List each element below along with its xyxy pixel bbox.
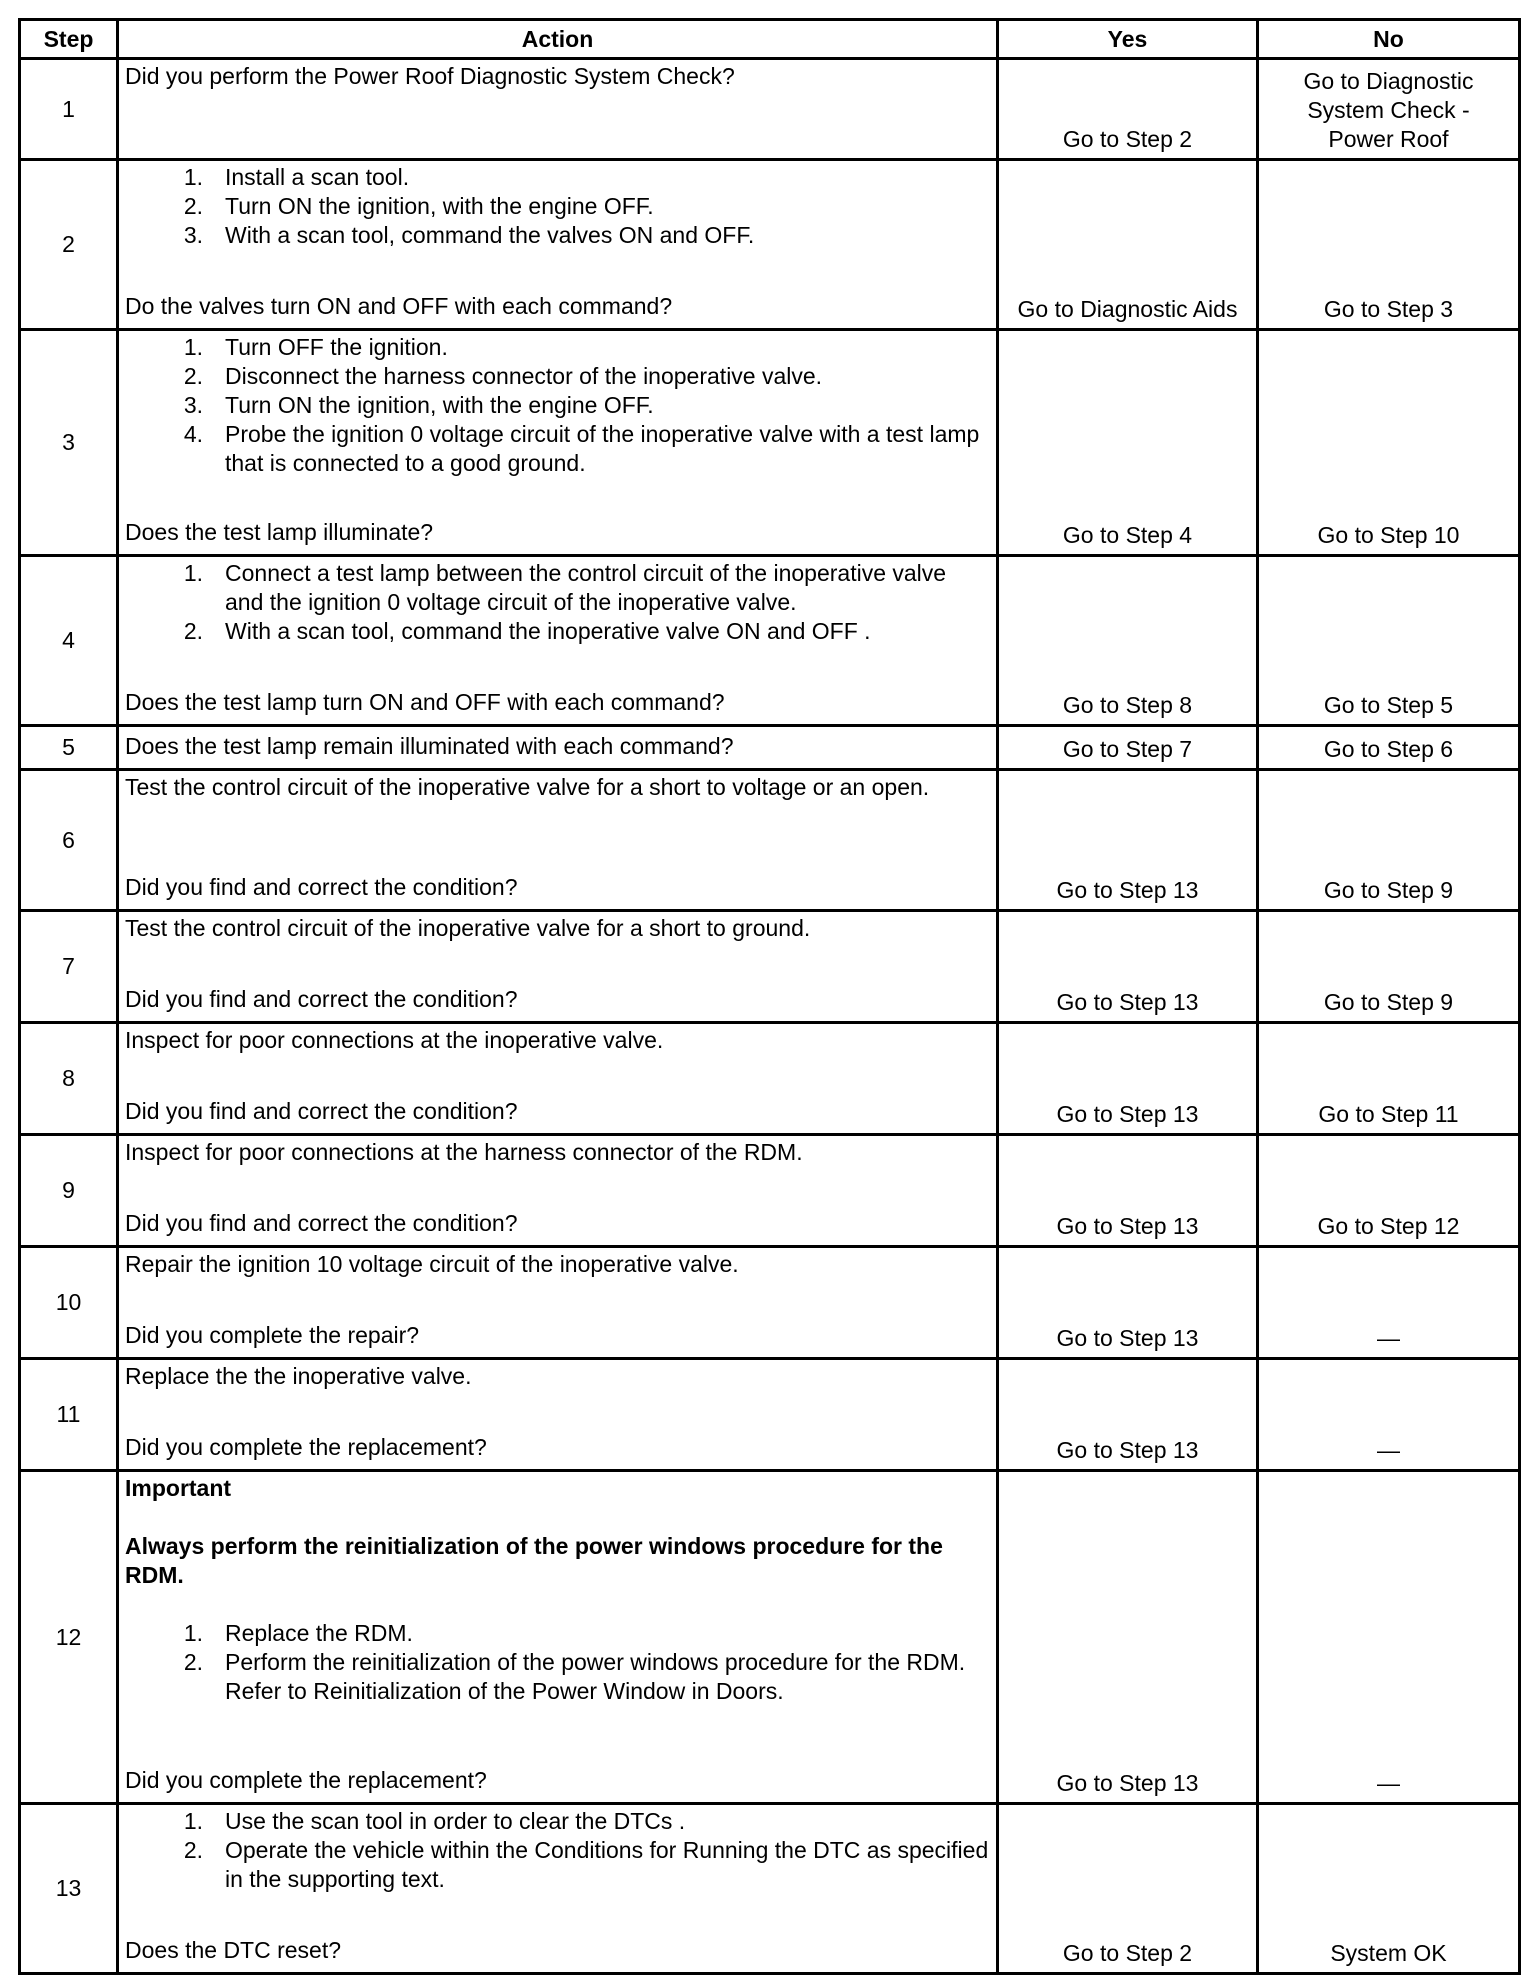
list-item-text: Turn ON the ignition, with the engine OFF. [225, 193, 654, 219]
list-item [125, 617, 990, 646]
action-cell [118, 770, 998, 911]
question-text: Did you complete the replacement? [125, 1767, 487, 1793]
no-outcome: System OK [1258, 1804, 1520, 1974]
list-item-number: 1. [183, 560, 203, 586]
list-item-number: 1. [183, 164, 203, 190]
list-item-text: Turn ON the ignition, with the engine OFF. [225, 392, 654, 418]
list-item [125, 1648, 990, 1706]
no-outcome: Go to Step 11 [1258, 1023, 1520, 1135]
procedure-list [125, 1807, 990, 1894]
no-outcome: — [1258, 1471, 1520, 1804]
list-item [125, 163, 990, 192]
table-row [20, 770, 1520, 911]
question-text: Did you find and correct the condition? [125, 1098, 518, 1124]
question-text: Did you find and correct the condition? [125, 874, 518, 900]
action-cell [118, 556, 998, 726]
header-no: No [1258, 20, 1520, 59]
no-outcome: Go to Step 9 [1258, 911, 1520, 1023]
action-text: Did you perform the Power Roof Diagnostic System Check? [125, 63, 735, 89]
list-item-number: 3. [183, 222, 203, 248]
list-item-number: 2. [183, 193, 203, 219]
step-number: 4 [20, 556, 118, 726]
action-cell [118, 1471, 998, 1804]
step-number: 3 [20, 330, 118, 556]
list-item-text: Perform the reinitialization of the power windows procedure for the RDM. Refer to Reinitialization of the Power Window in Doors. [225, 1649, 966, 1704]
no-outcome: — [1258, 1247, 1520, 1359]
yes-outcome: Go to Diagnostic Aids [998, 160, 1258, 330]
procedure-list [125, 163, 990, 250]
yes-outcome: Go to Step 2 [998, 59, 1258, 160]
action-cell [118, 59, 998, 160]
list-item-number: 4. [183, 421, 203, 447]
step-number: 2 [20, 160, 118, 330]
question-text: Did you complete the repair? [125, 1322, 420, 1348]
step-number: 1 [20, 59, 118, 160]
action-text: Inspect for poor connections at the inoperative valve. [125, 1027, 664, 1053]
no-outcome: — [1258, 1359, 1520, 1471]
no-outcome: Go to Step 9 [1258, 770, 1520, 911]
list-item-number: 1. [183, 1808, 203, 1834]
list-item [125, 221, 990, 250]
header-action: Action [118, 20, 998, 59]
action-text: Replace the the inoperative valve. [125, 1363, 472, 1389]
list-item-text: Turn OFF the ignition. [225, 334, 448, 360]
list-item-text: Use the scan tool in order to clear the DTCs . [225, 1808, 686, 1834]
step-number: 13 [20, 1804, 118, 1974]
no-outcome: Go to Step 5 [1258, 556, 1520, 726]
list-item-number: 2. [183, 1649, 203, 1675]
question-text: Does the DTC reset? [125, 1937, 342, 1963]
step-number: 5 [20, 726, 118, 770]
list-item [125, 559, 990, 617]
yes-outcome: Go to Step 13 [998, 1247, 1258, 1359]
table-row [20, 59, 1520, 160]
header-step: Step [20, 20, 118, 59]
action-text: Inspect for poor connections at the harness connector of the RDM. [125, 1139, 803, 1165]
yes-outcome: Go to Step 13 [998, 1023, 1258, 1135]
action-cell [118, 1359, 998, 1471]
yes-outcome: Go to Step 13 [998, 1135, 1258, 1247]
list-item-number: 1. [183, 1620, 203, 1646]
action-text: Test the control circuit of the inoperative valve for a short to voltage or an open. [125, 774, 930, 800]
action-cell [118, 1247, 998, 1359]
header-row [20, 20, 1520, 59]
no-outcome: Go to Diagnostic System Check - Power Roof [1258, 59, 1520, 160]
procedure-list [125, 333, 990, 478]
step-number: 7 [20, 911, 118, 1023]
important-note: Always perform the reinitialization of the power windows procedure for the RDM. [125, 1533, 943, 1588]
table-row [20, 556, 1520, 726]
list-item [125, 333, 990, 362]
list-item-text: Connect a test lamp between the control circuit of the inoperative valve and the ignition 0 voltage circuit of the inoperative valve. [225, 560, 947, 615]
action-text: Test the control circuit of the inoperative valve for a short to ground. [125, 915, 811, 941]
important-label: Important [125, 1475, 232, 1501]
list-item-text: With a scan tool, command the valves ON and OFF. [225, 222, 755, 248]
list-item-text: Install a scan tool. [225, 164, 410, 190]
question-text: Did you find and correct the condition? [125, 1210, 518, 1236]
list-item-text: Probe the ignition 0 voltage circuit of the inoperative valve with a test lamp that is connected to a good ground. [225, 421, 980, 476]
no-outcome: Go to Step 10 [1258, 330, 1520, 556]
step-number: 6 [20, 770, 118, 911]
table-row [20, 1359, 1520, 1471]
table-row [20, 726, 1520, 770]
list-item-number: 1. [183, 334, 203, 360]
yes-outcome: Go to Step 13 [998, 1359, 1258, 1471]
yes-outcome: Go to Step 13 [998, 1471, 1258, 1804]
list-item-number: 2. [183, 363, 203, 389]
list-item [125, 362, 990, 391]
table-row [20, 1804, 1520, 1974]
action-text: Repair the ignition 10 voltage circuit of the inoperative valve. [125, 1251, 739, 1277]
yes-outcome: Go to Step 4 [998, 330, 1258, 556]
question-text: Does the test lamp illuminate? [125, 519, 434, 545]
table-row [20, 1471, 1520, 1804]
question-text: Did you complete the replacement? [125, 1434, 487, 1460]
list-item [125, 1619, 990, 1648]
procedure-list [125, 1619, 990, 1706]
list-item [125, 1836, 990, 1894]
list-item [125, 192, 990, 221]
action-cell [118, 330, 998, 556]
step-number: 12 [20, 1471, 118, 1804]
table-row [20, 1023, 1520, 1135]
list-item-text: Operate the vehicle within the Conditions for Running the DTC as specified in the supporting text. [225, 1837, 989, 1892]
step-number: 10 [20, 1247, 118, 1359]
list-item-number: 2. [183, 1837, 203, 1863]
list-item [125, 1807, 990, 1836]
table-row [20, 1247, 1520, 1359]
list-item-number: 2. [183, 618, 203, 644]
question-text: Do the valves turn ON and OFF with each command? [125, 293, 673, 319]
question-text: Does the test lamp turn ON and OFF with each command? [125, 689, 725, 715]
table-row [20, 1135, 1520, 1247]
list-item-text: Disconnect the harness connector of the inoperative valve. [225, 363, 823, 389]
list-item-number: 3. [183, 392, 203, 418]
no-outcome: Go to Step 3 [1258, 160, 1520, 330]
list-item [125, 420, 990, 478]
yes-outcome: Go to Step 7 [998, 726, 1258, 770]
yes-outcome: Go to Step 13 [998, 911, 1258, 1023]
action-cell [118, 1804, 998, 1974]
step-number: 11 [20, 1359, 118, 1471]
yes-outcome: Go to Step 13 [998, 770, 1258, 911]
list-item-text: With a scan tool, command the inoperative valve ON and OFF . [225, 618, 871, 644]
table-row [20, 330, 1520, 556]
action-cell [118, 160, 998, 330]
step-number: 9 [20, 1135, 118, 1247]
diagnostic-table [18, 18, 1521, 1975]
list-item [125, 391, 990, 420]
no-outcome: Go to Step 12 [1258, 1135, 1520, 1247]
procedure-list [125, 559, 990, 646]
step-number: 8 [20, 1023, 118, 1135]
no-outcome: Go to Step 6 [1258, 726, 1520, 770]
list-item-text: Replace the RDM. [225, 1620, 413, 1646]
action-cell [118, 1135, 998, 1247]
action-cell [118, 911, 998, 1023]
action-cell [118, 1023, 998, 1135]
table-row [20, 911, 1520, 1023]
header-yes: Yes [998, 20, 1258, 59]
question-text: Did you find and correct the condition? [125, 986, 518, 1012]
table-row [20, 160, 1520, 330]
yes-outcome: Go to Step 2 [998, 1804, 1258, 1974]
question-text: Does the test lamp remain illuminated with each command? [125, 733, 734, 759]
action-cell [118, 726, 998, 770]
yes-outcome: Go to Step 8 [998, 556, 1258, 726]
